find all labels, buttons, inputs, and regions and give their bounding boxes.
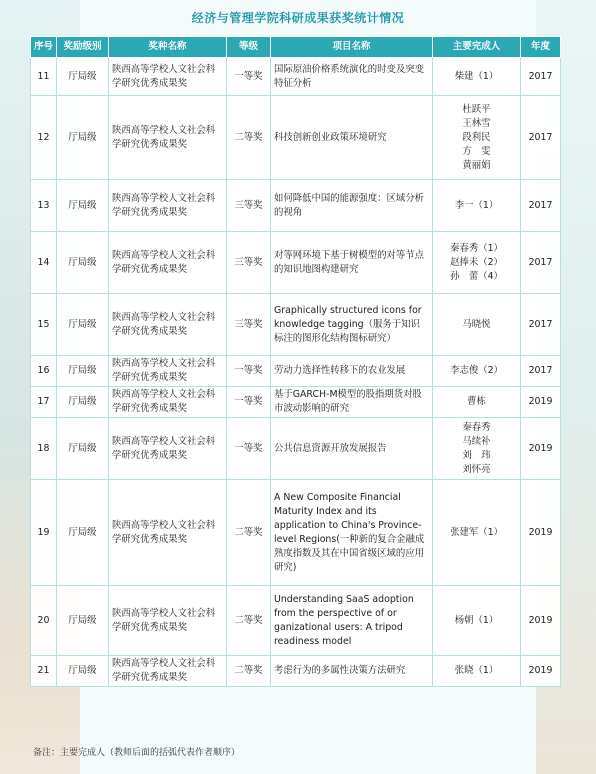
project-name: Understanding SaaS adoption from the perspective of or ganizational users: A tripod readiness model — [271, 586, 433, 656]
table-row — [31, 232, 561, 294]
contributor-name: 马晓悦 — [462, 318, 491, 330]
contributor-name: 刘 玮 — [462, 449, 491, 461]
project-name: 考虑行为的多属性决策方法研究 — [271, 656, 433, 687]
award-name: 陕西高等学校人文社会科学研究优秀成果奖 — [109, 180, 227, 232]
contributor-name: 方 雯 — [462, 145, 491, 157]
award-level: 厅局级 — [57, 96, 109, 180]
award-grade: 三等奖 — [227, 232, 271, 294]
award-name: 陕西高等学校人文社会科学研究优秀成果奖 — [109, 480, 227, 586]
award-level: 厅局级 — [57, 294, 109, 356]
project-name: 基于GARCH-M模型的股指期货对股市波动影响的研究 — [271, 387, 433, 418]
main-contributors — [433, 656, 521, 687]
row-number: 13 — [31, 180, 57, 232]
award-name: 陕西高等学校人文社会科学研究优秀成果奖 — [109, 232, 227, 294]
footnote: 备注：主要完成人（教师后面的括弧代表作者顺序） — [33, 748, 241, 758]
header-people: 主要完成人 — [433, 37, 521, 58]
main-contributors — [433, 58, 521, 96]
contributor-name: 杜跃平 — [462, 103, 491, 115]
main-contributors — [433, 387, 521, 418]
main-contributors — [433, 418, 521, 480]
award-year: 2019 — [521, 480, 561, 586]
award-year: 2019 — [521, 586, 561, 656]
row-number: 11 — [31, 58, 57, 96]
award-year: 2017 — [521, 58, 561, 96]
contributor-name: 秦春秀（1） — [450, 242, 503, 254]
table-body — [31, 58, 561, 687]
award-year: 2017 — [521, 294, 561, 356]
award-grade: 一等奖 — [227, 387, 271, 418]
award-grade: 三等奖 — [227, 180, 271, 232]
row-number: 15 — [31, 294, 57, 356]
row-number: 18 — [31, 418, 57, 480]
table-row — [31, 356, 561, 387]
contributor-name: 王林雪 — [462, 117, 491, 129]
project-name: A New Composite Financial Maturity Index and its application to China's Province-level Regions(一种新的复合金融成熟度指数及其在中国省级区域的应用研究) — [271, 480, 433, 586]
award-grade: 二等奖 — [227, 96, 271, 180]
header-year: 年度 — [521, 37, 561, 58]
header-level: 奖励级别 — [57, 37, 109, 58]
contributor-name: 张建军（1） — [450, 526, 503, 538]
table-row — [31, 58, 561, 96]
award-year: 2019 — [521, 656, 561, 687]
award-name: 陕西高等学校人文社会科学研究优秀成果奖 — [109, 656, 227, 687]
table-row — [31, 180, 561, 232]
award-grade: 二等奖 — [227, 586, 271, 656]
contributor-name: 段利民 — [462, 131, 491, 143]
award-level: 厅局级 — [57, 586, 109, 656]
contributor-name: 杨朝（1） — [454, 614, 499, 626]
table-row — [31, 294, 561, 356]
award-year: 2017 — [521, 356, 561, 387]
award-name: 陕西高等学校人文社会科学研究优秀成果奖 — [109, 294, 227, 356]
contributor-name: 张晓（1） — [454, 665, 499, 676]
award-year: 2019 — [521, 418, 561, 480]
award-grade: 一等奖 — [227, 58, 271, 96]
award-level: 厅局级 — [57, 356, 109, 387]
contributor-name: 秦春秀 — [462, 421, 491, 433]
contributor-name: 赵捧未（2） — [450, 256, 503, 268]
main-contributors — [433, 232, 521, 294]
main-contributors — [433, 96, 521, 180]
award-level: 厅局级 — [57, 387, 109, 418]
table-row — [31, 586, 561, 656]
row-number: 21 — [31, 656, 57, 687]
row-number: 16 — [31, 356, 57, 387]
table-row — [31, 387, 561, 418]
main-contributors — [433, 180, 521, 232]
table-header-row — [31, 37, 561, 58]
row-number: 20 — [31, 586, 57, 656]
table-row — [31, 480, 561, 586]
main-contributors — [433, 356, 521, 387]
award-grade: 三等奖 — [227, 294, 271, 356]
awards-table — [30, 36, 561, 687]
project-name: 公共信息资源开放发展报告 — [271, 418, 433, 480]
award-grade: 一等奖 — [227, 356, 271, 387]
contributor-name: 孙 蕾（4） — [450, 270, 503, 282]
award-year: 2017 — [521, 180, 561, 232]
award-name: 陕西高等学校人文社会科学研究优秀成果奖 — [109, 58, 227, 96]
award-year: 2019 — [521, 387, 561, 418]
award-year: 2017 — [521, 96, 561, 180]
award-level: 厅局级 — [57, 58, 109, 96]
award-grade: 二等奖 — [227, 656, 271, 687]
table-row — [31, 656, 561, 687]
row-number: 19 — [31, 480, 57, 586]
award-name: 陕西高等学校人文社会科学研究优秀成果奖 — [109, 586, 227, 656]
project-name: 国际原油价格系统演化的时变及突变特征分析 — [271, 58, 433, 96]
header-award: 奖种名称 — [109, 37, 227, 58]
award-grade: 二等奖 — [227, 480, 271, 586]
project-name: Graphically structured icons for knowledge tagging（服务于知识标注的图形化结构图标研究） — [271, 294, 433, 356]
row-number: 17 — [31, 387, 57, 418]
project-name: 对等网环境下基于树模型的对等节点的知识地图构建研究 — [271, 232, 433, 294]
contributor-name: 刘怀亮 — [462, 463, 491, 475]
main-contributors — [433, 294, 521, 356]
header-grade: 等级 — [227, 37, 271, 58]
contributor-name: 马续补 — [462, 435, 491, 447]
award-name: 陕西高等学校人文社会科学研究优秀成果奖 — [109, 96, 227, 180]
contributor-name: 李志俊（2） — [450, 365, 503, 376]
main-contributors — [433, 480, 521, 586]
contributor-name: 曹栋 — [467, 396, 486, 407]
award-name: 陕西高等学校人文社会科学研究优秀成果奖 — [109, 356, 227, 387]
main-contributors — [433, 586, 521, 656]
award-name: 陕西高等学校人文社会科学研究优秀成果奖 — [109, 418, 227, 480]
row-number: 14 — [31, 232, 57, 294]
project-name: 科技创新创业政策环境研究 — [271, 96, 433, 180]
contributor-name: 黄丽娟 — [462, 159, 491, 171]
award-grade: 一等奖 — [227, 418, 271, 480]
page-title: 经济与管理学院科研成果获奖统计情况 — [191, 11, 405, 25]
table-row — [31, 96, 561, 180]
row-number: 12 — [31, 96, 57, 180]
header-no: 序号 — [31, 37, 57, 58]
award-level: 厅局级 — [57, 656, 109, 687]
award-name: 陕西高等学校人文社会科学研究优秀成果奖 — [109, 387, 227, 418]
project-name: 如何降低中国的能源强度：区域分析的视角 — [271, 180, 433, 232]
contributor-name: 李一（1） — [454, 199, 499, 211]
award-year: 2017 — [521, 232, 561, 294]
award-level: 厅局级 — [57, 418, 109, 480]
table-row — [31, 418, 561, 480]
award-level: 厅局级 — [57, 232, 109, 294]
header-project: 项目名称 — [271, 37, 433, 58]
contributor-name: 柴建（1） — [454, 70, 499, 82]
award-level: 厅局级 — [57, 180, 109, 232]
award-level: 厅局级 — [57, 480, 109, 586]
project-name: 劳动力选择性转移下的农业发展 — [271, 356, 433, 387]
